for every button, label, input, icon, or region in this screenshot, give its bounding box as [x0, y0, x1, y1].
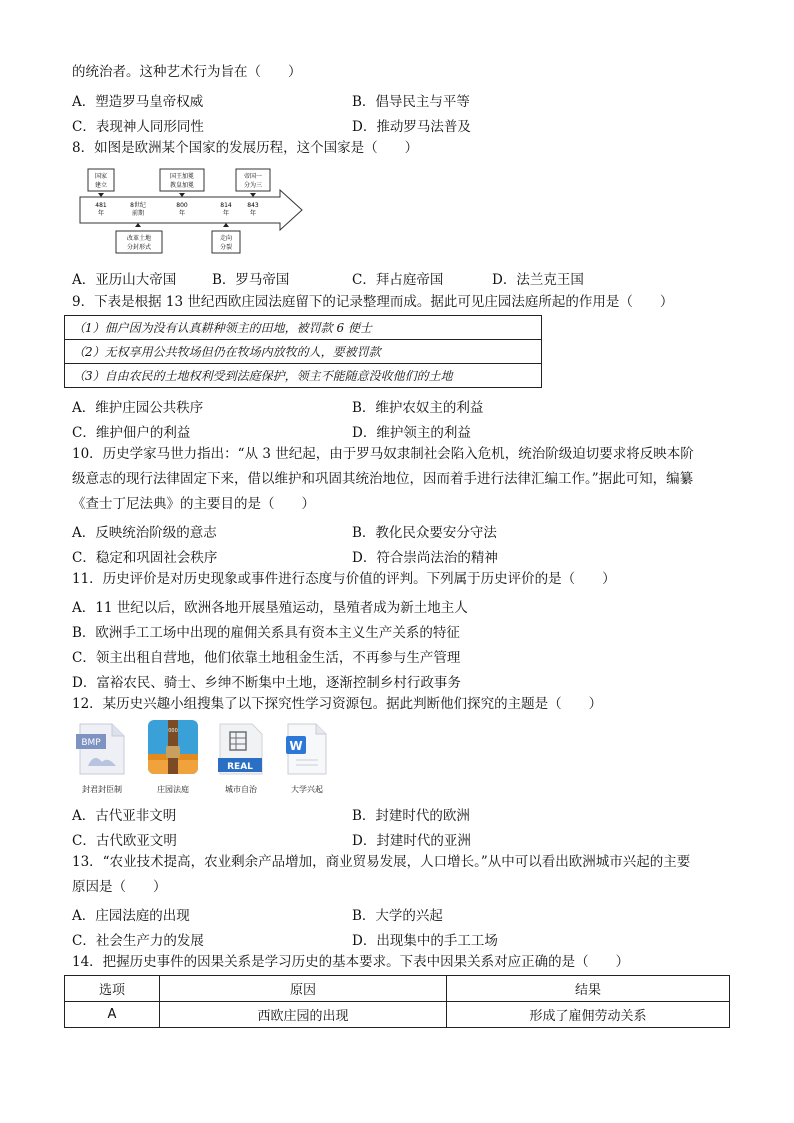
q13-option-c[interactable]: C．社会生产力的发展 [72, 933, 204, 949]
svg-text:分裂: 分裂 [219, 244, 233, 251]
table-row [65, 364, 542, 388]
icon-caption-1: 封君封臣制 [82, 785, 122, 794]
icon-caption-2: 庄园法庭 [157, 785, 189, 794]
q12-stem: 12．某历史兴趣小组搜集了以下探究性学习资源包。据此判断他们探究的主题是（ ） [72, 696, 603, 712]
q8-option-b[interactable]: B．罗马帝国 [212, 272, 290, 288]
svg-text:分为三: 分为三 [243, 182, 263, 189]
table-row [65, 1002, 730, 1028]
timeline-bottom-box-2: 走向 [219, 235, 233, 242]
q9-row-2: （2）无权享用公共牧场但仍在牧场内放牧的人，要被罚款 [65, 340, 542, 364]
icon-caption-3: 城市自治 [225, 785, 257, 794]
timeline-top-box-1: 国家 [94, 173, 108, 180]
q9-stem: 9．下表是根据 13 世纪西欧庄园法庭留下的记录整理而成。据此可见庄园法庭所起的作用是（ ） [72, 294, 674, 310]
svg-text:建立: 建立 [94, 182, 108, 189]
q10-option-c[interactable]: C．稳定和巩固社会秩序 [72, 550, 218, 566]
cell-option: A [65, 1002, 160, 1028]
q12-option-a[interactable]: A．古代亚非文明 [72, 808, 177, 824]
q13-option-d[interactable]: D．出现集中的手工工场 [352, 933, 498, 949]
q8-option-d[interactable]: D．法兰克王国 [492, 272, 584, 288]
header-option: 选项 [65, 976, 160, 1002]
word-doc-icon[interactable] [284, 722, 330, 776]
word-tag: W [289, 739, 303, 753]
q10-option-b[interactable]: B．教化民众要安分守法 [352, 525, 497, 541]
archive-icon[interactable] [144, 718, 202, 776]
q7-option-a[interactable]: A．塑造罗马皇帝权威 [72, 94, 204, 110]
q9-row-3: （3）自由农民的土地权利受到法庭保护，领主不能随意没收他们的土地 [65, 364, 542, 388]
timeline-year-481: 481 [95, 202, 107, 209]
video-file-icon[interactable] [216, 722, 266, 776]
q8-stem: 8．如图是欧洲某个国家的发展历程，这个国家是（ ） [72, 140, 419, 156]
q13-option-b[interactable]: B．大学的兴起 [352, 908, 443, 924]
svg-text:年: 年 [178, 210, 186, 217]
q11-option-a[interactable]: A．11 世纪以后，欧洲各地开展垦殖运动，垦殖者成为新土地主人 [72, 600, 468, 616]
table-header-row [65, 976, 730, 1002]
timeline-year-814: 814 [220, 202, 232, 209]
bmp-tag: BMP [81, 738, 101, 748]
q11-option-c[interactable]: C．领主出租自营地，他们依靠土地租金生活，不再参与生产管理 [72, 650, 461, 666]
q12-option-b[interactable]: B．封建时代的欧洲 [352, 808, 470, 824]
q9-option-d[interactable]: D．维护领主的利益 [352, 425, 471, 441]
header-result: 结果 [447, 976, 730, 1002]
q12-option-d[interactable]: D．封建时代的亚洲 [352, 833, 471, 849]
q11-option-b[interactable]: B．欧洲手工工场中出现的雇佣关系具有资本主义生产关系的特征 [72, 625, 460, 641]
q7-option-d[interactable]: D．推动罗马法普及 [352, 119, 471, 135]
q11-stem: 11．历史评价是对历史现象或事件进行态度与价值的评判。下列属于历史评价的是（ ） [72, 571, 616, 587]
timeline-year-843: 843 [247, 202, 259, 209]
timeline-year-800: 800 [176, 202, 188, 209]
q11-option-d[interactable]: D．富裕农民、骑士、乡绅不断集中土地，逐渐控制乡村行政事务 [72, 675, 461, 691]
header-cause: 原因 [160, 976, 447, 1002]
timeline-year-8c: 8世纪 [130, 202, 146, 209]
q7-option-c[interactable]: C．表现神人同形同性 [72, 119, 204, 135]
table-row [65, 316, 542, 340]
q9-option-a[interactable]: A．维护庄园公共秩序 [72, 400, 204, 416]
q12-option-c[interactable]: C．古代欧亚文明 [72, 833, 177, 849]
real-tag: REAL [227, 762, 253, 772]
q9-option-b[interactable]: B．维护农奴主的利益 [352, 400, 484, 416]
timeline-top-box-2: 国王加冕 [169, 173, 195, 180]
icon-caption-4: 大学兴起 [291, 785, 323, 794]
q13-option-a[interactable]: A．庄园法庭的出现 [72, 908, 190, 924]
svg-text:年: 年 [97, 210, 105, 217]
svg-text:年: 年 [222, 210, 230, 217]
q9-option-c[interactable]: C．维护佃户的利益 [72, 425, 191, 441]
q13-stem-line-1: 13．“农业技术提高，农业剩余产品增加，商业贸易发展，人口增长。”从中可以看出欧洲城市兴起的主要 [72, 854, 691, 870]
q10-stem-line-3: 《查士丁尼法典》的主要目的是（ ） [72, 496, 315, 512]
table-row [65, 340, 542, 364]
q7-option-b[interactable]: B．倡导民主与平等 [352, 94, 470, 110]
svg-text:000: 000 [168, 728, 178, 734]
q8-option-a[interactable]: A．亚历山大帝国 [72, 272, 177, 288]
q7-stem-continued: 的统治者。这种艺术行为旨在（ ） [72, 64, 302, 80]
q9-record-table [64, 315, 542, 388]
q10-option-d[interactable]: D．符合崇尚法治的精神 [352, 550, 498, 566]
cell-cause: 西欧庄园的出现 [160, 1002, 447, 1028]
q14-cause-effect-table [64, 975, 730, 1028]
q8-option-c[interactable]: C．拜占庭帝国 [352, 272, 444, 288]
q9-row-1: （1）佃户因为没有认真耕种领主的田地，被罚款 6 便士 [65, 316, 542, 340]
timeline-bottom-box-1: 改革土地 [126, 235, 152, 242]
svg-text:前期: 前期 [131, 210, 145, 217]
q13-stem-line-2: 原因是（ ） [72, 879, 167, 895]
q8-timeline-diagram [76, 165, 308, 258]
bmp-file-icon[interactable] [76, 722, 128, 776]
svg-text:年: 年 [249, 210, 257, 217]
q10-stem-line-2: 级意志的现行法律固定下来，借以维护和巩固其统治地位，因而着手进行法律汇编工作。”据此可知，编纂 [72, 471, 694, 487]
svg-text:教皇加冕: 教皇加冕 [169, 182, 195, 189]
q10-stem-line-1: 10．历史学家马世力指出：“从 3 世纪起，由于罗马奴隶制社会陷入危机，统治阶级迫切要求将反映本阶 [72, 446, 694, 462]
q10-option-a[interactable]: A．反映统治阶级的意志 [72, 525, 217, 541]
cell-result: 形成了雇佣劳动关系 [447, 1002, 730, 1028]
svg-text:分封形式: 分封形式 [126, 244, 152, 251]
timeline-top-box-3: 帝国一 [243, 173, 263, 180]
q14-stem: 14．把握历史事件的因果关系是学习历史的基本要求。下表中因果关系对应正确的是（ ） [72, 954, 630, 970]
